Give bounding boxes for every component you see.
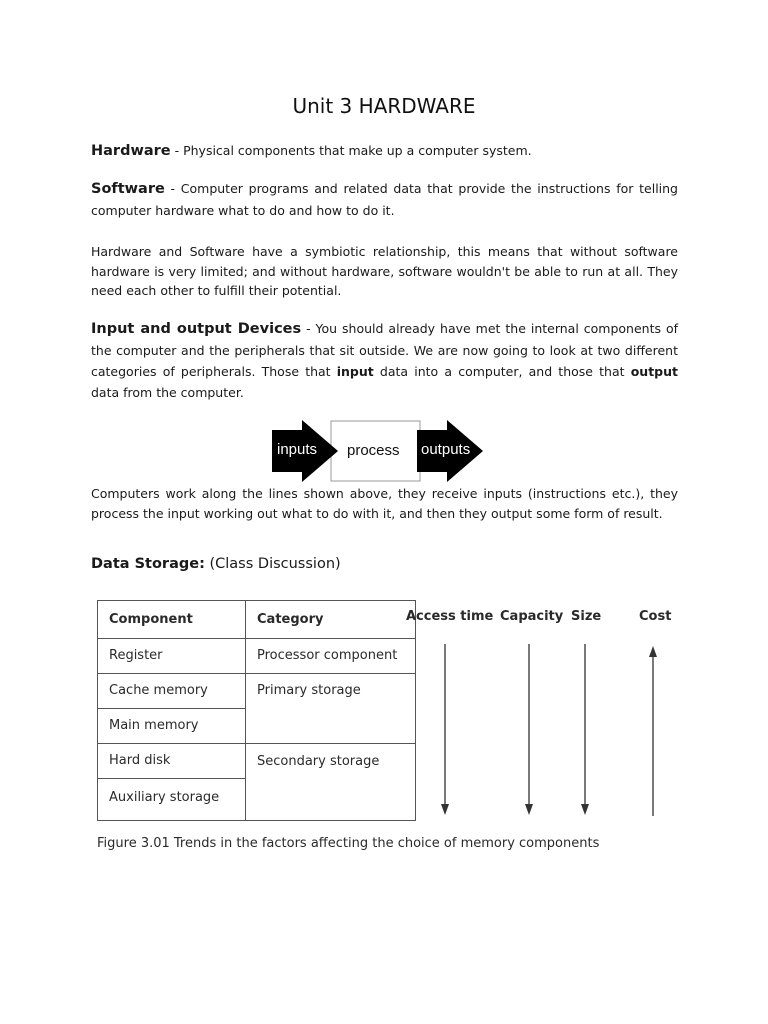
page-title: Unit 3 HARDWARE bbox=[292, 94, 476, 118]
component-cell bbox=[98, 709, 246, 744]
category-cell bbox=[246, 744, 416, 821]
outputs-label: outputs bbox=[421, 441, 471, 458]
size-arrow-down bbox=[581, 644, 589, 815]
trend-arrows bbox=[420, 630, 680, 825]
header-category: Category bbox=[246, 601, 416, 639]
flow-explanation: Computers work along the lines shown above, they receive inputs (instructions etc.), they process the input working out what to do with it, and then they output some form of result. bbox=[91, 486, 678, 521]
input-process-output-diagram bbox=[272, 420, 492, 482]
table-header-row bbox=[98, 601, 416, 639]
io-text-2: data into a computer, and those that bbox=[373, 364, 631, 379]
io-devices-paragraph bbox=[91, 318, 678, 403]
hardware-definition bbox=[91, 140, 678, 162]
software-term: Software bbox=[91, 181, 165, 197]
component-cell bbox=[98, 744, 246, 779]
symbiotic-paragraph: Hardware and Software have a symbiotic relationship, this means that without software hardware is very limited; and without hardware, software wouldn't be able to run at all. They need each other to fulfill their potential. bbox=[91, 244, 678, 298]
data-storage-heading bbox=[91, 556, 341, 572]
software-text: - Computer programs and related data that provide the instructions for telling computer hardware what to do and how to do it. bbox=[91, 181, 678, 218]
hardware-text: - Physical components that make up a computer system. bbox=[170, 143, 532, 158]
cost-arrow-up bbox=[649, 646, 657, 816]
category-cell bbox=[246, 674, 416, 744]
table-row bbox=[98, 674, 416, 709]
category-primary: Primary storage bbox=[257, 683, 361, 698]
process-label: process bbox=[347, 442, 400, 459]
component-hard-disk: Hard disk bbox=[109, 753, 171, 768]
inputs-label: inputs bbox=[277, 441, 318, 458]
software-definition bbox=[91, 178, 678, 221]
category-secondary: Secondary storage bbox=[257, 754, 380, 769]
component-register: Register bbox=[109, 648, 163, 663]
data-storage-label: Data Storage: bbox=[91, 556, 205, 572]
component-cache: Cache memory bbox=[109, 683, 208, 698]
access-time-arrow-down bbox=[441, 644, 449, 815]
category-processor: Processor component bbox=[257, 648, 398, 663]
component-cell bbox=[98, 779, 246, 821]
capacity-arrow-down bbox=[525, 644, 533, 815]
io-devices-term: Input and output Devices bbox=[91, 321, 302, 337]
hardware-term: Hardware bbox=[91, 143, 171, 159]
data-storage-note: (Class Discussion) bbox=[204, 556, 341, 572]
size-label: Size bbox=[571, 609, 602, 624]
figure-caption: Figure 3.01 Trends in the factors affecting the choice of memory components bbox=[97, 836, 600, 851]
memory-components-table bbox=[97, 600, 416, 821]
io-bold-output: output bbox=[630, 364, 678, 379]
capacity-label: Capacity bbox=[500, 609, 564, 624]
header-component: Component bbox=[98, 601, 246, 639]
access-time-label: Access time bbox=[406, 609, 494, 624]
io-bold-input: input bbox=[336, 364, 374, 379]
table-row bbox=[98, 639, 416, 674]
component-cell bbox=[98, 674, 246, 709]
component-cell bbox=[98, 639, 246, 674]
component-auxiliary: Auxiliary storage bbox=[109, 790, 220, 805]
io-text-3: data from the computer. bbox=[91, 385, 244, 400]
io-text-1: - You should already have met the internal components of the computer and the peripherals that sit outside. We are now going to look at two different categories of peripherals. Those that bbox=[91, 321, 678, 379]
cost-label: Cost bbox=[639, 609, 672, 624]
category-cell bbox=[246, 639, 416, 674]
component-main-memory: Main memory bbox=[109, 718, 199, 733]
table-row bbox=[98, 744, 416, 779]
